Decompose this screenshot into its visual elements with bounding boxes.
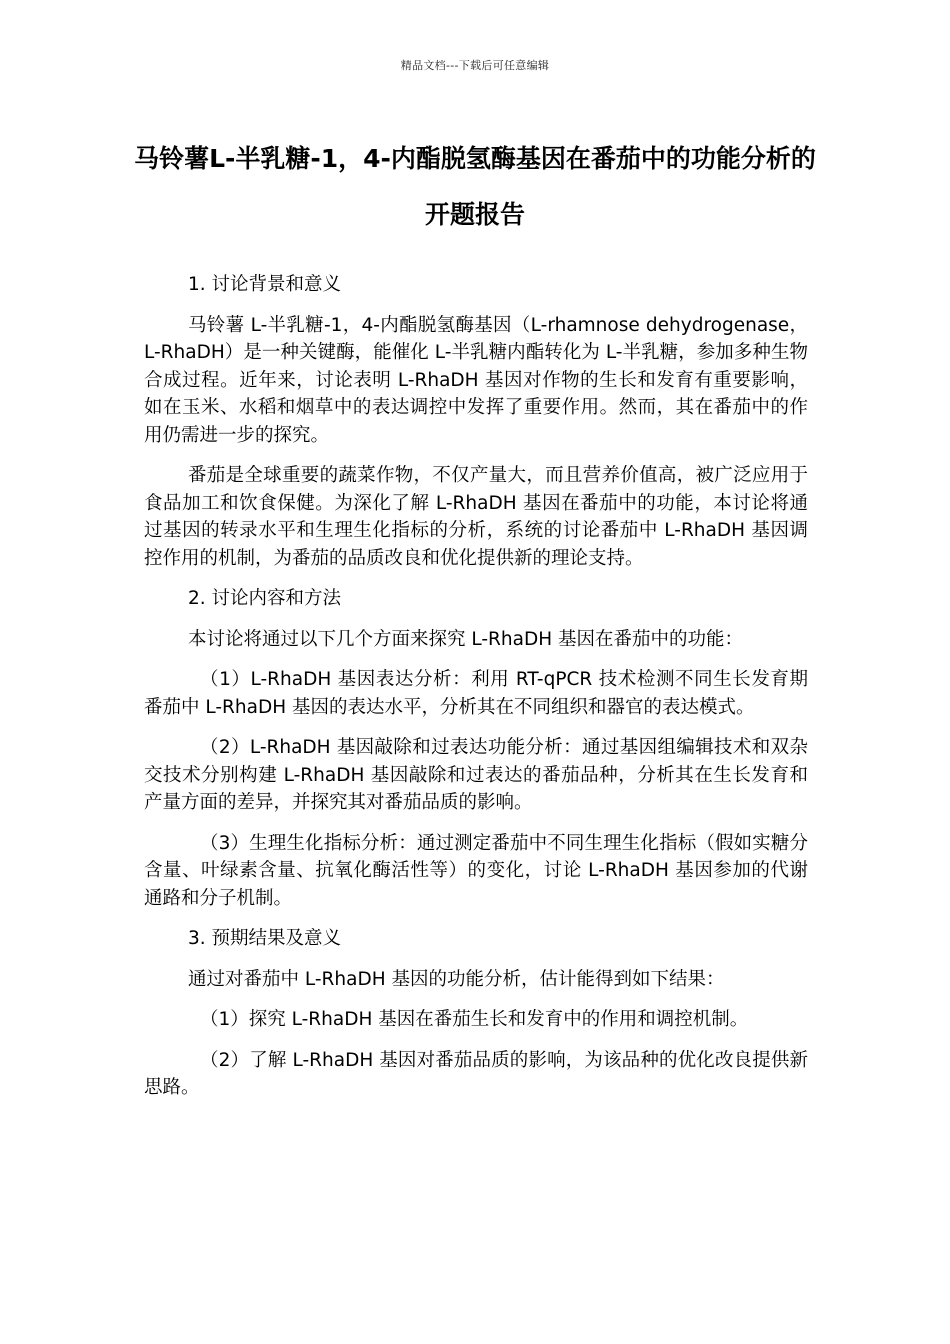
header-note: 精品文档---下载后可任意编辑 <box>400 59 550 72</box>
paragraph: 本讨论将通过以下几个方面来探究 L-RhaDH 基因在番茄中的功能： <box>188 628 743 650</box>
paragraph: 番茄是全球重要的蔬菜作物，不仅产量大，而且营养价值高，被广泛应用于食品加工和饮食保健。为深化了解 L-RhaDH 基因在番茄中的功能，本讨论将通过基因的转录水平和生理生化指标的分析，系统的讨论番茄中 L-RhaDH 基因调控作用的机制，为番茄的品质改良和优化提供新的理论支持。 <box>144 465 808 569</box>
list-item: （2）了解 L-RhaDH 基因对番茄品质的影响，为该品种的优化改良提供新思路。 <box>144 1049 808 1098</box>
list-item: （2）L-RhaDH 基因敲除和过表达功能分析：通过基因组编辑技术和双杂交技术分别构建 L-RhaDH 基因敲除和过表达的番茄品种，分析其在生长发育和产量方面的差异，并探究其对番茄品质的影响。 <box>144 737 808 813</box>
section-heading: 2. 讨论内容和方法 <box>188 588 342 609</box>
section-heading: 1. 讨论背景和意义 <box>188 274 342 295</box>
paragraph: 马铃薯 L-半乳糖-1，4-内酯脱氢酶基因（L-rhamnose dehydrogenase，L-RhaDH）是一种关键酶，能催化 L-半乳糖内酯转化为 L-半乳糖，参加多种生物合成过程。近年来，讨论表明 L-RhaDH 基因对作物的生长和发育有重要影响，如在玉米、水稻和烟草中的表达调控中发挥了重要作用。然而，其在番茄中的作用仍需进一步的探究。 <box>144 314 808 446</box>
list-item: （3）生理生化指标分析：通过测定番茄中不同生理生化指标（假如实糖分含量、叶绿素含量、抗氧化酶活性等）的变化，讨论 L-RhaDH 基因参加的代谢通路和分子机制。 <box>144 832 808 909</box>
section-heading: 3. 预期结果及意义 <box>188 928 342 949</box>
page-title: 马铃薯L-半乳糖-1，4-内酯脱氢酶基因在番茄中的功能分析的开题报告 <box>134 144 816 229</box>
list-item: （1）L-RhaDH 基因表达分析：利用 RT-qPCR 技术检测不同生长发育期番茄中 L-RhaDH 基因的表达水平，分析其在不同组织和器官的表达模式。 <box>144 669 808 718</box>
document-body <box>144 271 808 1115</box>
list-item: （1）探究 L-RhaDH 基因在番茄生长和发育中的作用和调控机制。 <box>200 1009 749 1030</box>
paragraph: 通过对番茄中 L-RhaDH 基因的功能分析，估计能得到如下结果： <box>188 968 725 990</box>
